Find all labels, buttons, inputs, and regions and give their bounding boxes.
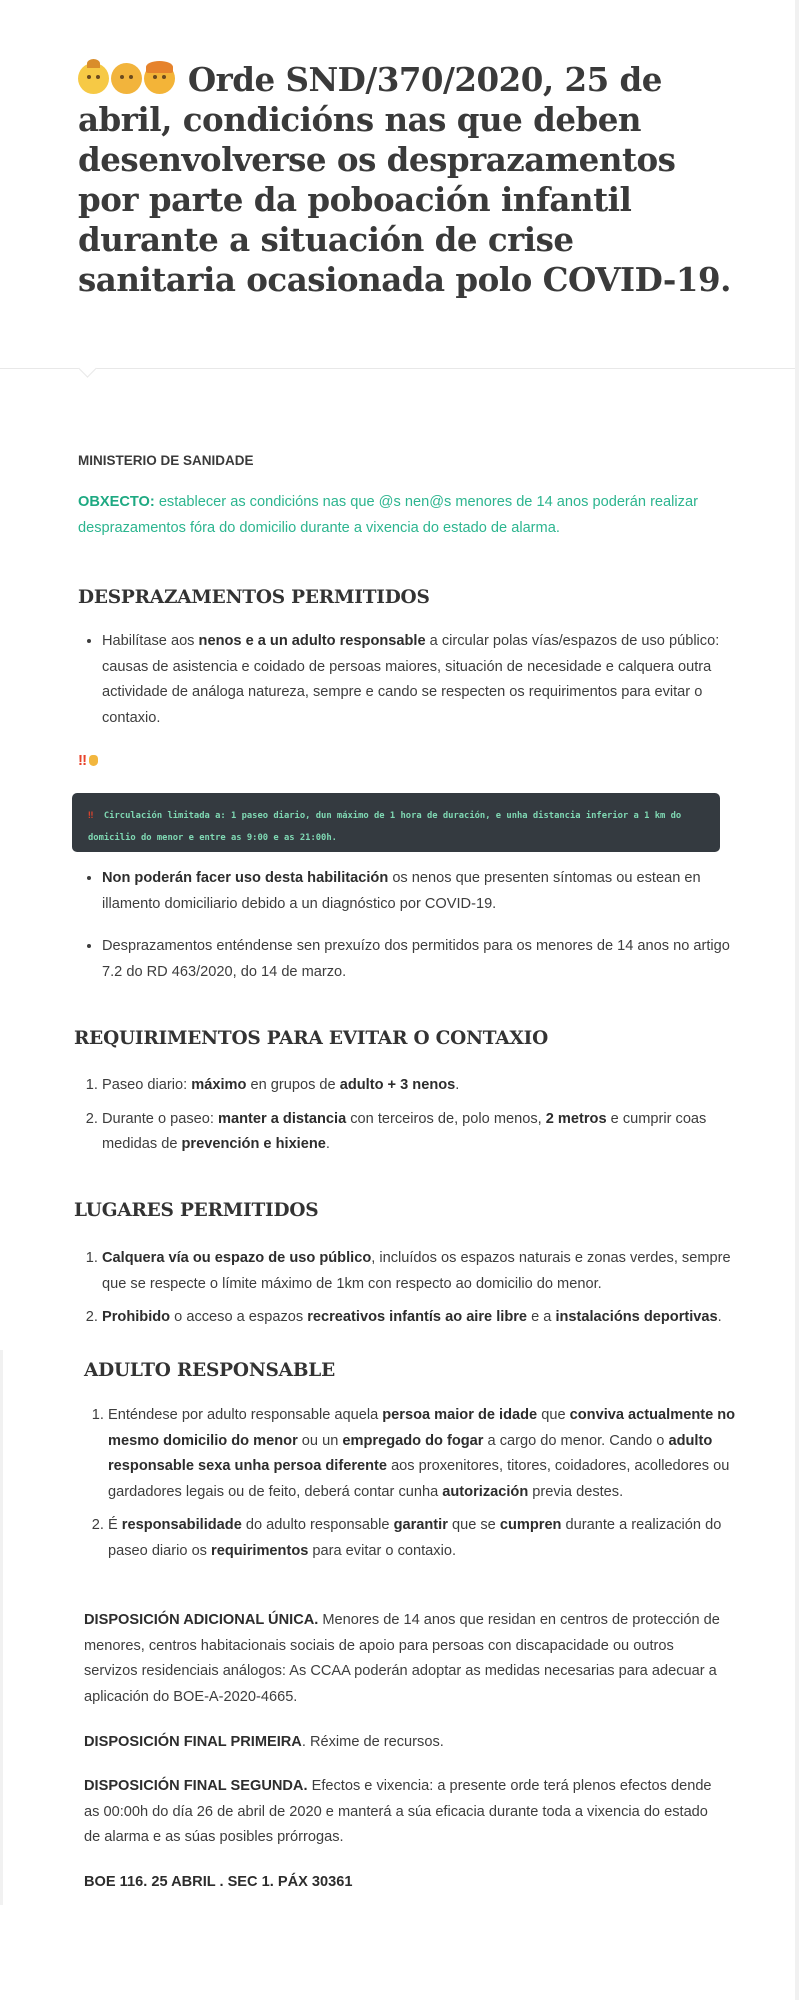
text: .: [325, 1136, 330, 1152]
girl-icon: [144, 63, 175, 94]
text: É: [108, 1517, 122, 1533]
double-exclamation-icon: ‼: [78, 752, 88, 769]
header-divider: [0, 368, 795, 369]
emphasis: conviva actualmente no mesmo domicilio do menor: [108, 1407, 736, 1449]
emphasis: responsabilidade: [121, 1517, 242, 1533]
text: .: [717, 1309, 722, 1325]
list-item: [102, 629, 752, 731]
text: con terceiros de, polo menos,: [346, 1110, 546, 1127]
alert-message: Circulación limitada a: 1 paseo diario, dun máximo de 1 hora de duración, e unha distancia inferior a 1 km do domicilio do menor e entre as 9:00 e as 21:00h.: [88, 811, 682, 843]
heading-adult: ADULTO RESPONSABLE: [84, 1360, 335, 1381]
emphasis: adulto responsable sexa unha persoa diferente: [108, 1432, 713, 1474]
list-item: [102, 1305, 752, 1331]
child-icon: [111, 63, 142, 94]
page-title-text: Orde SND/370/2020, 25 de abril, condicións nas que deben desenvolverse os desprazamentos por parte da poboación infantil durante a situación de crise sanitaria ocasionada polo COVID-19.: [78, 60, 731, 299]
title-block: [78, 60, 738, 300]
text: , incluídos os espazos naturais e zonas verdes, sempre que se respecte o límite máximo de 1km con respecto ao domicilio do menor.: [102, 1250, 731, 1292]
text: a circular polas vías/espazos de uso público: causas de asistencia e coidado de persoas maiores, situación de necesidade e calquera outra actividade de análoga natureza, sempre e cando se respecten os requirimentos para evitar o contaxio.: [102, 633, 720, 726]
permitted-list-continued: [78, 866, 752, 985]
disposition-text: Efectos e vixencia: a presente orde terá plenos efectos dende as 00:00h do día 26 de abril de 2020 e manterá a súa eficacia durante toda a vixencia do estado de alarma e as súas posibles prórrogas.: [84, 1778, 712, 1845]
text: que se: [447, 1517, 500, 1533]
text: a cargo do menor. Cando o: [483, 1432, 669, 1449]
disposition-label: DISPOSICIÓN ADICIONAL ÚNICA.: [84, 1612, 319, 1628]
text: en grupos de: [246, 1077, 340, 1093]
emphasis: cumpren: [499, 1517, 562, 1533]
page-title: [78, 60, 738, 300]
emphasis: manter a distancia: [218, 1110, 347, 1127]
page-right-border: [795, 0, 799, 2000]
emphasis: Non poderán facer uso desta habilitación: [102, 870, 389, 886]
emphasis: instalacións deportivas: [555, 1309, 718, 1325]
disposition-text: . Réxime de recursos.: [301, 1734, 444, 1750]
emphasis: garantir: [393, 1517, 448, 1533]
list-item: [102, 1246, 752, 1297]
double-exclamation-icon: ‼: [88, 811, 94, 821]
objective-paragraph: [78, 490, 728, 541]
baby-icon: [78, 63, 109, 94]
emphasis: requirimentos: [211, 1542, 309, 1559]
section-left-border: [0, 1350, 3, 1905]
emphasis: persoa maior de idade: [382, 1407, 538, 1423]
objective-label: OBXECTO:: [78, 494, 155, 510]
disposition-label: DISPOSICIÓN FINAL SEGUNDA.: [84, 1778, 308, 1794]
disposition-label: DISPOSICIÓN FINAL PRIMEIRA: [84, 1734, 302, 1750]
places-list: [78, 1246, 752, 1339]
text: para evitar o contaxio.: [308, 1542, 456, 1559]
source-text: BOE 116. 25 ABRIL . SEC 1. PÁX 30361: [84, 1874, 353, 1890]
text: Habilítase aos: [102, 633, 199, 649]
divider-notch: [78, 359, 96, 377]
disposition-additional: [84, 1608, 724, 1710]
emphasis: Prohibido: [102, 1309, 171, 1325]
requirements-list: [78, 1073, 752, 1166]
list-item: [102, 866, 752, 917]
disposition-text: Menores de 14 anos que residan en centros de protección de menores, centros habitacionais sociais de apoio para persoas con discapacidade ou outros servizos residenciais análogos: As CCAA poderán adoptar as medidas necesarias para adecuar a aplicación do BOE-A-2020-4665.: [84, 1612, 720, 1705]
alert-text: [88, 805, 706, 849]
ministry-label: MINISTERIO DE SANIDADE: [78, 453, 254, 468]
emphasis: nenos e a un adulto responsable: [198, 633, 426, 649]
emphasis: prevención e hixiene: [181, 1136, 326, 1152]
text: do adulto responsable: [241, 1517, 394, 1533]
text: que: [537, 1407, 570, 1423]
text: os nenos que presenten síntomas ou estean en illamento domiciliario debido a un diagnóstico por COVID-19.: [102, 870, 701, 912]
emphasis: adulto + 3 nenos: [339, 1077, 456, 1093]
text: Enténdese por adulto responsable aquela: [108, 1407, 383, 1423]
list-item: [102, 1073, 752, 1099]
text: previa destes.: [528, 1483, 624, 1500]
emphasis: 2 metros: [545, 1110, 607, 1127]
alert-box: [72, 793, 720, 852]
objective-text: establecer as condicións nas que @s nen@s menores de 14 anos poderán realizar desprazamentos fóra do domicilio durante a vixencia do estado de alarma.: [78, 494, 698, 536]
text: e a: [527, 1309, 556, 1325]
disposition-final-1: [84, 1730, 724, 1756]
warning-marks: [78, 748, 728, 775]
text: e cumprir coas medidas de: [102, 1110, 707, 1152]
source-reference: [84, 1870, 724, 1896]
list-item: [102, 934, 752, 985]
list-item: [108, 1513, 748, 1564]
adult-list: [84, 1403, 748, 1572]
emphasis: máximo: [191, 1077, 247, 1093]
text: Desprazamentos enténdense sen prexuízo dos permitidos para os menores de 14 anos no artigo 7.2 do RD 463/2020, do 14 de marzo.: [102, 938, 730, 980]
heading-requirements: REQUIRIMENTOS PARA EVITAR O CONTAXIO: [74, 1028, 549, 1049]
emphasis: Calquera vía ou espazo de uso público: [102, 1250, 372, 1266]
emphasis: recreativos infantís ao aire libre: [307, 1309, 528, 1325]
heading-permitted: DESPRAZAMENTOS PERMITIDOS: [78, 587, 430, 608]
text: ou un: [297, 1432, 343, 1449]
text: .: [455, 1077, 460, 1093]
text: o acceso a espazos: [170, 1309, 308, 1325]
disposition-final-2: [84, 1774, 724, 1851]
heading-places: LUGARES PERMITIDOS: [74, 1200, 319, 1221]
list-item: [102, 1107, 752, 1158]
emphasis: empregado do fogar: [342, 1432, 484, 1449]
pointing-down-icon: [89, 755, 98, 766]
text: durante a realización do paseo diario os: [108, 1517, 722, 1559]
list-item: [108, 1403, 748, 1505]
text: Paseo diario:: [102, 1077, 192, 1093]
emphasis: autorización: [442, 1483, 529, 1500]
text: Durante o paseo:: [102, 1110, 219, 1127]
permitted-list: [78, 629, 752, 731]
text: aos proxenitores, titores, coidadores, acolledores ou gardadores legais ou de feito, deberá contar cunha: [108, 1458, 730, 1500]
